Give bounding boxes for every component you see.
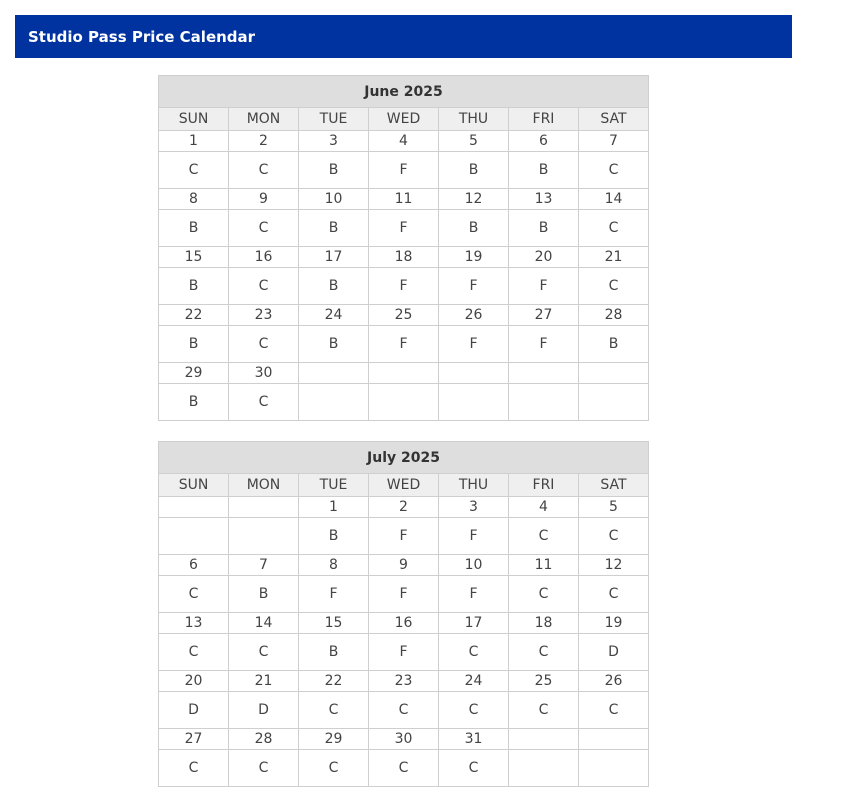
price-tier-cell: C: [159, 750, 229, 787]
price-tier-cell: D: [229, 692, 299, 729]
price-tier-cell: C: [229, 326, 299, 363]
week-date-row: [159, 497, 649, 518]
price-tier-cell: C: [579, 268, 649, 305]
date-cell: 26: [579, 671, 649, 692]
price-tier-cell: F: [369, 152, 439, 189]
price-tier-cell: C: [229, 210, 299, 247]
date-cell: 30: [369, 729, 439, 750]
week-date-row: [159, 613, 649, 634]
price-tier-cell: B: [299, 326, 369, 363]
price-tier-cell: F: [439, 576, 509, 613]
weekday-header: TUE: [299, 474, 369, 497]
weekday-header: TUE: [299, 108, 369, 131]
price-tier-cell: B: [299, 210, 369, 247]
price-tier-cell: F: [509, 326, 579, 363]
price-tier-cell: C: [579, 576, 649, 613]
date-cell: 14: [229, 613, 299, 634]
price-tier-cell: [229, 518, 299, 555]
date-cell: 15: [299, 613, 369, 634]
calendar-july: [158, 441, 649, 787]
date-cell: 1: [299, 497, 369, 518]
week-date-row: [159, 671, 649, 692]
date-cell: 20: [159, 671, 229, 692]
date-cell: 3: [439, 497, 509, 518]
week-price-row: [159, 576, 649, 613]
price-tier-cell: F: [439, 326, 509, 363]
date-cell: 15: [159, 247, 229, 268]
date-cell: [159, 497, 229, 518]
price-tier-cell: F: [369, 518, 439, 555]
price-tier-cell: C: [579, 152, 649, 189]
weekday-header: SUN: [159, 474, 229, 497]
date-cell: 4: [509, 497, 579, 518]
weekday-header: THU: [439, 474, 509, 497]
price-tier-cell: C: [509, 576, 579, 613]
price-tier-cell: B: [439, 210, 509, 247]
price-tier-cell: B: [159, 384, 229, 421]
weekday-header: WED: [369, 474, 439, 497]
week-date-row: [159, 189, 649, 210]
price-tier-cell: [509, 384, 579, 421]
week-price-row: [159, 634, 649, 671]
week-date-row: [159, 131, 649, 152]
date-cell: 11: [369, 189, 439, 210]
price-tier-cell: F: [369, 576, 439, 613]
calendar-month-title: June 2025: [159, 76, 649, 108]
calendar-month-title: July 2025: [159, 442, 649, 474]
date-cell: 10: [439, 555, 509, 576]
date-cell: 22: [299, 671, 369, 692]
week-date-row: [159, 247, 649, 268]
date-cell: 28: [579, 305, 649, 326]
weekday-header: WED: [369, 108, 439, 131]
date-cell: 19: [579, 613, 649, 634]
date-cell: [369, 363, 439, 384]
price-tier-cell: C: [229, 750, 299, 787]
week-price-row: [159, 210, 649, 247]
date-cell: 13: [159, 613, 229, 634]
date-cell: 29: [299, 729, 369, 750]
price-tier-cell: C: [159, 576, 229, 613]
date-cell: 4: [369, 131, 439, 152]
price-tier-cell: F: [299, 576, 369, 613]
date-cell: 30: [229, 363, 299, 384]
week-price-row: [159, 326, 649, 363]
price-tier-cell: [439, 384, 509, 421]
price-tier-cell: B: [159, 268, 229, 305]
date-cell: [299, 363, 369, 384]
price-tier-cell: C: [229, 152, 299, 189]
price-tier-cell: B: [579, 326, 649, 363]
date-cell: [579, 729, 649, 750]
date-cell: 12: [439, 189, 509, 210]
price-tier-cell: B: [159, 326, 229, 363]
date-cell: 18: [369, 247, 439, 268]
week-price-row: [159, 384, 649, 421]
date-cell: 24: [439, 671, 509, 692]
week-price-row: [159, 750, 649, 787]
week-price-row: [159, 152, 649, 189]
price-calendar-table: [158, 75, 649, 421]
week-price-row: [159, 692, 649, 729]
weekday-header: THU: [439, 108, 509, 131]
price-tier-cell: C: [439, 750, 509, 787]
date-cell: 3: [299, 131, 369, 152]
price-tier-cell: C: [509, 518, 579, 555]
price-tier-cell: [579, 750, 649, 787]
price-tier-cell: F: [369, 210, 439, 247]
date-cell: 27: [159, 729, 229, 750]
date-cell: [509, 363, 579, 384]
date-cell: 22: [159, 305, 229, 326]
date-cell: 26: [439, 305, 509, 326]
price-tier-cell: C: [229, 268, 299, 305]
date-cell: 20: [509, 247, 579, 268]
price-tier-cell: C: [579, 518, 649, 555]
weekday-header: FRI: [509, 108, 579, 131]
price-tier-cell: B: [299, 518, 369, 555]
price-tier-cell: D: [579, 634, 649, 671]
date-cell: 25: [509, 671, 579, 692]
date-cell: 28: [229, 729, 299, 750]
date-cell: 11: [509, 555, 579, 576]
date-cell: 10: [299, 189, 369, 210]
price-tier-cell: F: [439, 518, 509, 555]
date-cell: 6: [509, 131, 579, 152]
date-cell: 23: [229, 305, 299, 326]
price-tier-cell: [509, 750, 579, 787]
date-cell: 7: [579, 131, 649, 152]
date-cell: [579, 363, 649, 384]
date-cell: 29: [159, 363, 229, 384]
price-tier-cell: C: [579, 692, 649, 729]
price-tier-cell: B: [509, 152, 579, 189]
date-cell: 9: [369, 555, 439, 576]
date-cell: 8: [159, 189, 229, 210]
price-tier-cell: B: [439, 152, 509, 189]
page-title: Studio Pass Price Calendar: [28, 27, 256, 46]
date-cell: 31: [439, 729, 509, 750]
date-cell: 2: [229, 131, 299, 152]
price-tier-cell: [299, 384, 369, 421]
date-cell: [439, 363, 509, 384]
date-cell: 16: [229, 247, 299, 268]
price-calendar-table: [158, 441, 649, 787]
price-tier-cell: F: [439, 268, 509, 305]
week-date-row: [159, 555, 649, 576]
date-cell: [509, 729, 579, 750]
date-cell: 2: [369, 497, 439, 518]
price-tier-cell: C: [299, 750, 369, 787]
price-tier-cell: B: [299, 268, 369, 305]
price-tier-cell: C: [509, 634, 579, 671]
date-cell: 23: [369, 671, 439, 692]
week-date-row: [159, 305, 649, 326]
week-price-row: [159, 518, 649, 555]
date-cell: 21: [579, 247, 649, 268]
date-cell: 5: [579, 497, 649, 518]
price-tier-cell: B: [159, 210, 229, 247]
price-tier-cell: C: [439, 634, 509, 671]
date-cell: 18: [509, 613, 579, 634]
price-tier-cell: [159, 518, 229, 555]
price-tier-cell: C: [299, 692, 369, 729]
date-cell: 21: [229, 671, 299, 692]
price-tier-cell: [579, 384, 649, 421]
price-tier-cell: [369, 384, 439, 421]
price-tier-cell: F: [509, 268, 579, 305]
price-tier-cell: C: [159, 634, 229, 671]
date-cell: 9: [229, 189, 299, 210]
weekday-header: FRI: [509, 474, 579, 497]
price-tier-cell: C: [229, 634, 299, 671]
date-cell: 24: [299, 305, 369, 326]
date-cell: 19: [439, 247, 509, 268]
date-cell: 27: [509, 305, 579, 326]
weekday-header: SUN: [159, 108, 229, 131]
price-tier-cell: C: [159, 152, 229, 189]
price-tier-cell: F: [369, 268, 439, 305]
price-tier-cell: C: [369, 692, 439, 729]
price-tier-cell: B: [299, 152, 369, 189]
price-tier-cell: B: [229, 576, 299, 613]
date-cell: 14: [579, 189, 649, 210]
price-tier-cell: C: [439, 692, 509, 729]
week-date-row: [159, 729, 649, 750]
price-tier-cell: C: [579, 210, 649, 247]
weekday-header: MON: [229, 108, 299, 131]
date-cell: [229, 497, 299, 518]
price-tier-cell: F: [369, 326, 439, 363]
price-tier-cell: C: [229, 384, 299, 421]
calendar-june: [158, 75, 649, 421]
date-cell: 7: [229, 555, 299, 576]
price-tier-cell: B: [299, 634, 369, 671]
date-cell: 6: [159, 555, 229, 576]
price-tier-cell: C: [509, 692, 579, 729]
weekday-header: SAT: [579, 474, 649, 497]
date-cell: 5: [439, 131, 509, 152]
page-header-bar: [15, 15, 792, 58]
date-cell: 17: [439, 613, 509, 634]
weekday-header: MON: [229, 474, 299, 497]
date-cell: 25: [369, 305, 439, 326]
date-cell: 1: [159, 131, 229, 152]
weekday-header: SAT: [579, 108, 649, 131]
price-tier-cell: D: [159, 692, 229, 729]
date-cell: 13: [509, 189, 579, 210]
price-tier-cell: C: [369, 750, 439, 787]
week-price-row: [159, 268, 649, 305]
week-date-row: [159, 363, 649, 384]
date-cell: 8: [299, 555, 369, 576]
date-cell: 17: [299, 247, 369, 268]
date-cell: 16: [369, 613, 439, 634]
date-cell: 12: [579, 555, 649, 576]
price-tier-cell: F: [369, 634, 439, 671]
price-tier-cell: B: [509, 210, 579, 247]
